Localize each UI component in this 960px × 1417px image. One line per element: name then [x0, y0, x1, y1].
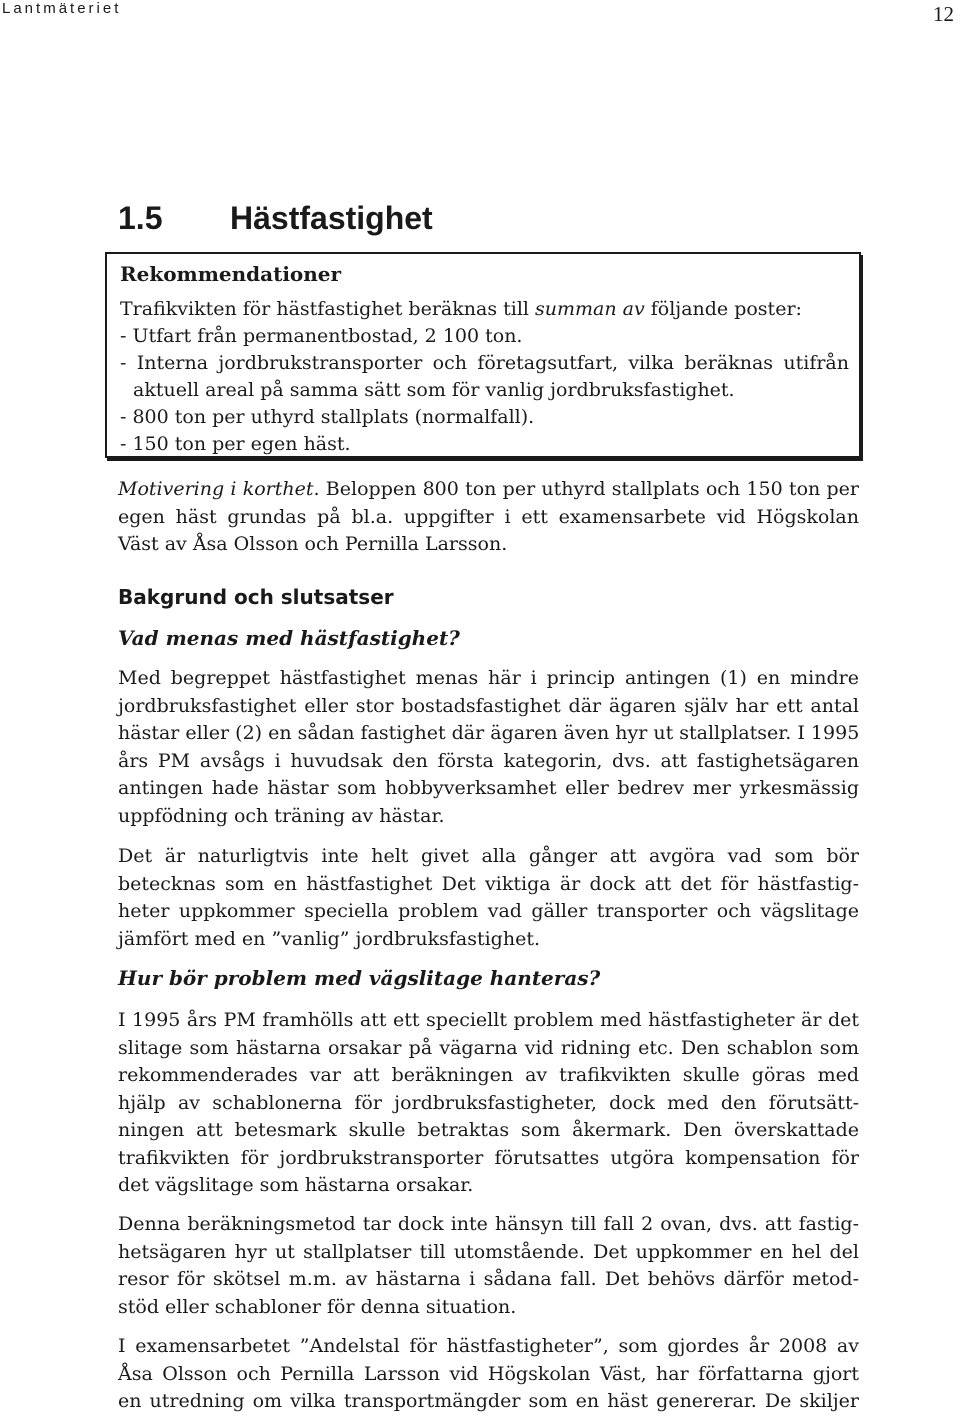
paragraph-line: I examensarbetet ”Andelstal för hästfastigheter”, som gjordes år 2008 av: [118, 1335, 859, 1357]
organization-name: Lantmäteriet: [2, 0, 122, 17]
subheading-what-is: Vad menas med hästfastighet?: [118, 626, 460, 650]
paragraph-3: [118, 1007, 859, 1200]
paragraph-line: hetsägaren hyr ut stallplatser till utomstående. Det uppkommer en hel del: [118, 1240, 859, 1263]
paragraph-line: trafikvikten för jordbrukstransporter förutsattes utgöra kompensation för: [118, 1146, 859, 1169]
paragraph-line: jordbruksfastighet eller stor bostadsfastighet där ägaren själv har ett antal: [118, 694, 859, 717]
intro-text-before: Trafikvikten för hästfastighet beräknas till: [120, 298, 536, 320]
paragraph-line: slitage som hästarna orsakar på vägarna vid ridning etc. Den schablon som: [118, 1036, 859, 1059]
background-heading: Bakgrund och slutsatser: [118, 585, 394, 609]
paragraph-line: uppfödning och träning av hästar.: [118, 804, 445, 827]
recommendation-item: - Utfart från permanentbostad, 2 100 ton.: [120, 325, 523, 347]
intro-text-after: följande poster:: [644, 298, 802, 320]
paragraph-line: heter uppkommer speciella problem vad gäller transporter och vägslitage: [118, 900, 859, 922]
paragraph-line: I 1995 års PM framhölls att ett speciellt problem med hästfastigheter är det: [118, 1009, 859, 1031]
paragraph-line: ningen att betesmark skulle betraktas som åkermark. Den överskattade: [118, 1119, 859, 1141]
paragraph-line: Denna beräkningsmetod tar dock inte hänsyn till fall 2 ovan, dvs. att fastig-: [118, 1213, 859, 1235]
section-title-text: Hästfastighet: [230, 200, 433, 236]
motivation-lead: Motivering i korthet: [118, 478, 314, 500]
recommendation-item: - 800 ton per uthyrd stallplats (normalfall).: [120, 406, 535, 428]
paragraph-line: antingen hade hästar som hobbyverksamhet eller bedrev mer yrkesmässig: [118, 777, 859, 799]
page-header: [0, 0, 960, 30]
recommendation-item: - Interna jordbrukstransporter och företagsutfart, vilka beräknas utifrån: [120, 352, 849, 374]
paragraph-line: Åsa Olsson och Pernilla Larsson vid Högskolan Väst, har författarna gjort: [118, 1362, 859, 1385]
recommendation-item-continuation: aktuell areal på samma sätt som för vanlig jordbruksfastighet.: [133, 379, 735, 401]
paragraph-line: en utredning om vilka transportmängder som en häst genererar. De skiljer: [118, 1390, 859, 1412]
section-title: [118, 200, 433, 237]
paragraph-line: Det är naturligtvis inte helt givet alla gånger att avgöra vad som bör: [118, 845, 859, 867]
page-number: 12: [933, 2, 954, 26]
paragraph-2: [118, 843, 859, 953]
motivation-line: [118, 476, 859, 504]
paragraph-line: rekommenderades var att beräkningen av trafikvikten skulle göras med: [118, 1064, 859, 1086]
paragraph-5: [118, 1333, 859, 1416]
motivation-text: . Beloppen 800 ton per uthyrd stallplats och 150 ton per: [313, 478, 859, 500]
paragraph-line: resor för skötsel m.m. av hästarna i sådana fall. Det behövs därför metod-: [118, 1268, 859, 1290]
paragraph-line: Med begreppet hästfastighet menas här i princip antingen (1) en mindre: [118, 667, 859, 689]
paragraph-1: [118, 665, 859, 830]
recommendations-box: [105, 252, 861, 458]
paragraph-line: stöd eller schabloner för denna situation.: [118, 1295, 517, 1318]
intro-emphasis: summan av: [535, 298, 645, 320]
paragraph-line: jämfört med en ”vanlig” jordbruksfastighet.: [118, 927, 540, 950]
paragraph-line: års PM avsågs i huvudsak den första kategorin, dvs. att fastighetsägaren: [118, 749, 859, 772]
section-number: 1.5: [118, 200, 163, 236]
paragraph-line: betecknas som en hästfastighet Det viktiga är dock att det för hästfastig-: [118, 872, 859, 895]
motivation-paragraph: [118, 476, 859, 559]
paragraph-line: hjälp av schablonerna för jordbruksfastigheter, dock med den förutsätt-: [118, 1091, 859, 1114]
motivation-line: Väst av Åsa Olsson och Pernilla Larsson.: [118, 533, 508, 555]
recommendations-heading: Rekommendationer: [120, 262, 342, 286]
subheading-road-wear: Hur bör problem med vägslitage hanteras?: [118, 966, 601, 990]
recommendation-item: - 150 ton per egen häst.: [120, 433, 351, 455]
motivation-line: egen häst grundas på bl.a. uppgifter i ett examensarbete vid Högskolan: [118, 505, 859, 528]
paragraph-4: [118, 1211, 859, 1321]
paragraph-line: det vägslitage som hästarna orsakar.: [118, 1174, 474, 1196]
paragraph-line: hästar eller (2) en sådan fastighet där ägaren även hyr ut stallplatser. I 1995: [118, 722, 860, 744]
recommendations-intro: [120, 298, 802, 320]
